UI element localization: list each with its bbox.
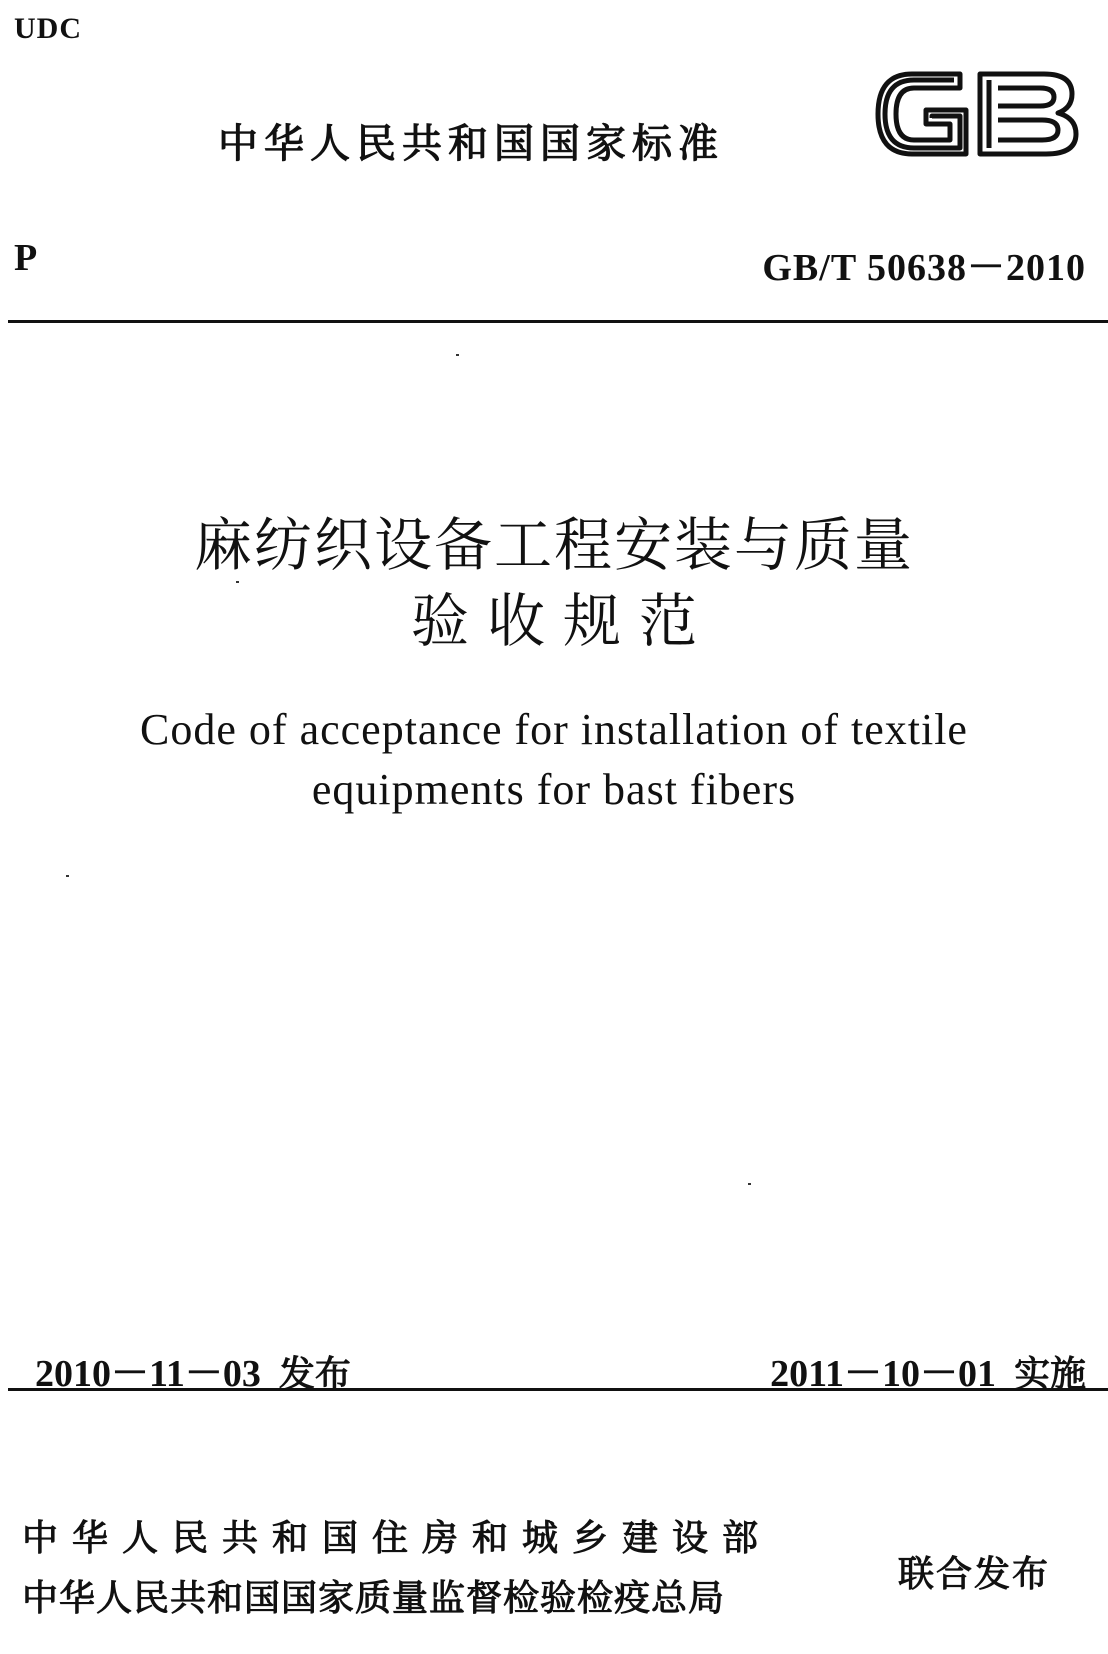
header-divider (8, 320, 1108, 323)
date-divider (8, 1388, 1108, 1391)
issue-label: 发布 (278, 1354, 351, 1395)
issue-date-block (16, 1298, 351, 1397)
issue-date: 2010－11－03 (35, 1353, 261, 1395)
implementation-label: 实施 (1013, 1354, 1086, 1395)
title-english-line2: equipments for bast fibers (311, 765, 797, 814)
scan-speck (456, 354, 459, 356)
udc-label: UDC (14, 12, 82, 45)
title-chinese-line2: 验收规范 (410, 587, 715, 655)
implementation-date-block (751, 1298, 1086, 1397)
scan-speck (748, 1183, 751, 1185)
joint-issue-label: 联合发布 (898, 1554, 1051, 1595)
issuer-aqsiq: 中华人民共和国国家质量监督检验检疫总局 (22, 1578, 726, 1619)
implementation-date: 2011－10－01 (770, 1353, 996, 1395)
title-english-line1: Code of acceptance for installation of textile (140, 705, 968, 754)
standard-type: 中华人民共和国国家标准 (218, 121, 724, 167)
gb-logo-icon (868, 60, 1084, 168)
standard-number: GB/T 50638－2010 (762, 247, 1086, 289)
issuer-ministry: 中华人民共和国住房和城乡建设部 (22, 1518, 773, 1559)
scan-speck (66, 875, 69, 877)
scan-speck (236, 581, 239, 583)
title-chinese-line1: 麻纺织设备工程安装与质量 (193, 511, 914, 579)
classification-code: P (14, 237, 38, 279)
